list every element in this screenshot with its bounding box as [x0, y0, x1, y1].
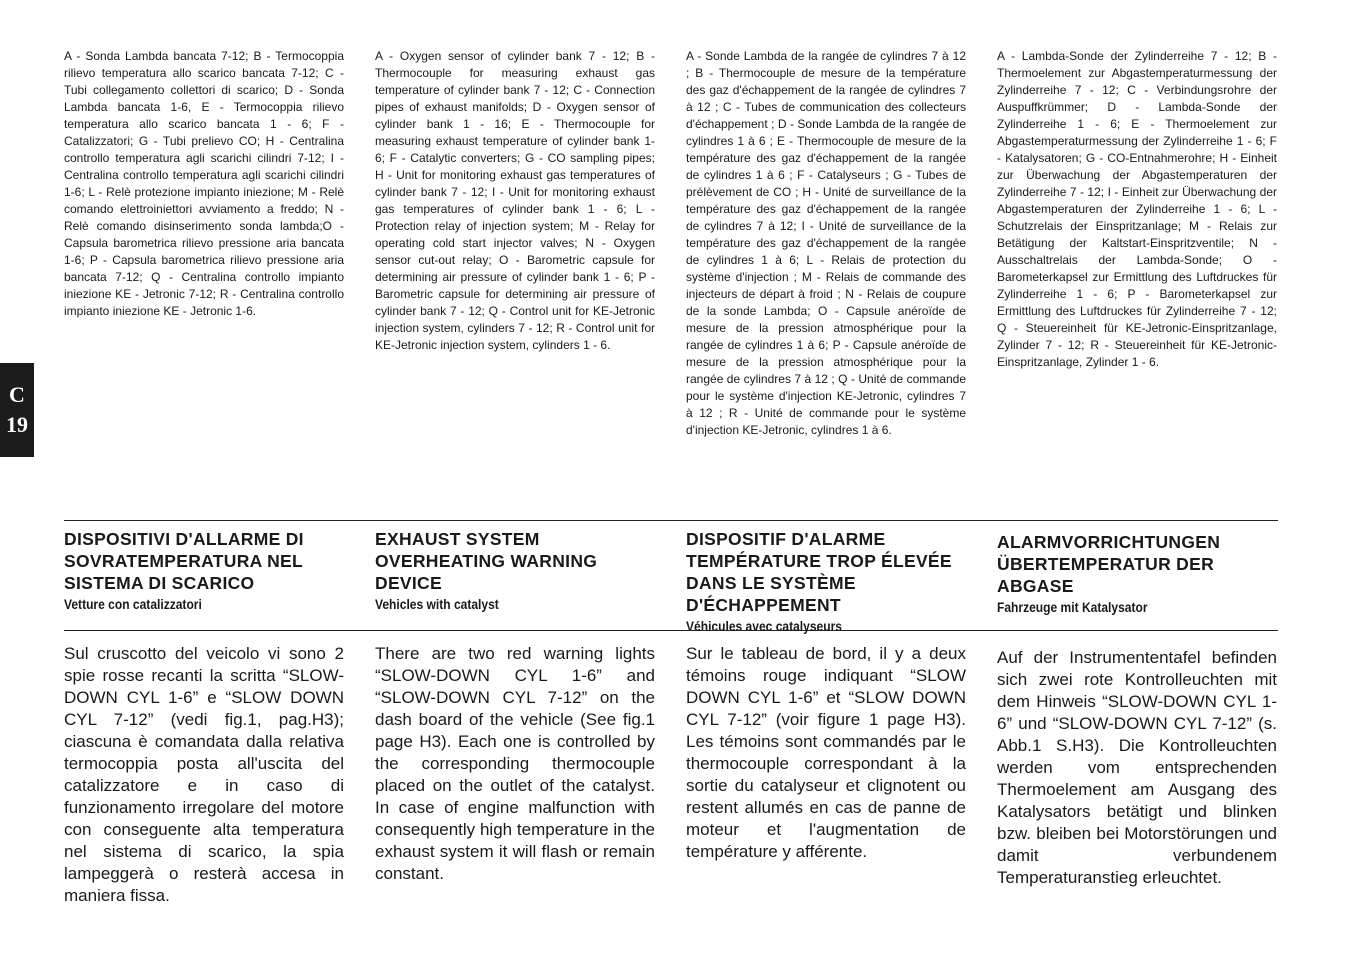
legend-german: A - Lambda-Sonde der Zylinderreihe 7 - 12; B - Thermoelement zur Abgastemperaturmessung der Zylinderreihe 7 - 12; C - Verbindungsrohre der Auspuffkrümmer; D - Lambda-Sonde der Zylinderreihe 1 - 6; E - Thermoelement zur Abgastemperaturmessung der Zylinderreihe 1 - 6; F - Katalysatoren; G - CO-Entnahmerohre; H - Einheit zur Überwachung der Abgastemperaturen der Zylinderreihe 7 - 12; I - Einheit zur Überwachung der Abgastemperaturen der Zylinderreihe 1 - 6; L - Schutzrelais der Einspritzanlage; M - Relais zur Betätigung der Kaltstart-Einspritzventile; N - Ausschaltrelais der Lambda-Sonde; O - Barometerkapsel zur Ermittlung des Luftdruckes für Zylinderreihe 1 - 6; P - Barometerkapsel zur Ermittlung des Luftdruckes für Zylinderreihe 7 - 12; Q - Steuereinheit für KE-Jetronic-Einspritzanlage, Zylinder 7 - 12; R - Steuereinheit für KE-Jetronic-Einspritzanlage, Zylinder 1 - 6.	[997, 49, 1277, 369]
body-german: Auf der Instrumententafel befinden sich zwei rote Kontrolleuchten mit dem Hinweis “SLOW-DOWN CYL 1-6” und “SLOW-DOWN CYL 7-12” (s. Abb.1 S.H3). Die Kontrolleuchten werden vom entsprechenden Thermoelement am Ausgang des Katalysators betätigt und blinken bzw. bleiben bei Motorstörungen und damit verbundenem Temperaturanstieg erleuchtet.	[997, 648, 1277, 887]
heading-subtitle: Fahrzeuge mit Katalysator	[997, 599, 1148, 615]
heading-english	[375, 528, 655, 614]
heading-title: ALARMVORRICHTUNGEN ÜBERTEMPERATUR DER ABGASE	[997, 532, 1221, 596]
heading-german	[997, 531, 1277, 617]
section-tab	[0, 363, 34, 457]
divider-bottom	[64, 630, 1278, 631]
heading-french	[686, 528, 966, 636]
body-italian: Sul cruscotto del veicolo vi sono 2 spie rosse recanti la scritta “SLOW-DOWN CYL 1-6” e “SLOW DOWN CYL 7-12” (vedi fig.1, pag.H3); ciascuna è comandata dalla relativa termocoppia posta all'uscita del catalizzatore e in caso di funzionamento irregolare del motore con conseguente alta temperatura nel sistema di scarico, la spia lampeggerà o resterà accesa in maniera fissa.	[64, 644, 344, 905]
section-number: 19	[6, 412, 28, 437]
heading-subtitle: Vetture con catalizzatori	[64, 596, 202, 612]
legend-english: A - Oxygen sensor of cylinder bank 7 - 12; B - Thermocouple for measuring exhaust gas temperature of cylinder bank 7 - 12; C - Connection pipes of exhaust manifolds; D - Oxygen sensor of cylinder bank 1 - 16; E - Thermocouple for measuring exhaust temperature of cylinder bank 1-6; F - Catalytic converters; G - CO sampling pipes; H - Unit for monitoring exhaust gas temperatures of cylinder bank 7 - 12; I - Unit for monitoring exhaust gas temperatures of cylinder bank 1 - 6; L - Protection relay of injection system; M - Relay for operating cold start injector valves; N - Oxygen sensor cut-out relay; O - Barometric capsule for determining air pressure of cylinder bank 1 - 6; P - Barometric capsule for determining air pressure of cylinder bank 7 - 12; Q - Control unit for KE-Jetronic injection system, cylinders 7 - 12; R - Control unit for KE-Jetronic injection system, cylinders 1 - 6.	[375, 49, 655, 352]
heading-title: DISPOSITIF D'ALARME TEMPÉRATURE TROP ÉLEVÉE DANS LE SYSTÈME D'ÉCHAPPEMENT	[686, 529, 952, 615]
heading-title: DISPOSITIVI D'ALLARME DI SOVRATEMPERATURA NEL SISTEMA DI SCARICO	[64, 529, 304, 593]
legend-italian: A - Sonda Lambda bancata 7-12; B - Termocoppia rilievo temperatura allo scarico bancata 7-12; C - Tubi collegamento collettori di scarico; D - Sonda Lambda bancata 1-6, E - Termocoppia rilievo temperatura allo scarico bancata 1 - 6; F - Catalizzatori; G - Tubi prelievo CO; H - Centralina controllo temperatura agli scarichi cilindri 7-12; I - Centralina controllo temperatura agli scarichi cilindri 1-6; L - Relè protezione impianto iniezione; M - Relè comando elettroiniettori avviamento a freddo; N - Relè comando disinserimento sonda lambda;O - Capsula barometrica rilievo pressione aria bancata 1-6; P - Capsula barometrica rilievo pressione aria bancata 7-12; Q - Centralina controllo impianto iniezione KE - Jetronic 7-12; R - Centralina controllo impianto iniezione KE - Jetronic 1-6.	[64, 49, 344, 318]
body-english: There are two red warning lights “SLOW-DOWN CYL 1-6” and “SLOW-DOWN CYL 7-12” on the dash board of the vehicle (See fig.1 page H3). Each one is controlled by the corresponding thermocouple placed on the outlet of the catalyst. In case of engine malfunction with consequently high temperature in the exhaust system it will flash or remain constant.	[375, 644, 655, 883]
legend-french: A - Sonde Lambda de la rangée de cylindres 7 à 12 ; B - Thermocouple de mesure de la température des gaz d'échappement de la rangée de cylindres 7 à 12 ; C - Tubes de communication des collecteurs d'échappement ; D - Sonde Lambda de la rangée de cylindres 1 à 6 ; E - Thermocouple de mesure de la température des gaz d'échappement de la rangée de cylindres 1 à 6 ; F - Catalyseurs ; G - Tubes de prélèvement de CO ; H - Unité de surveillance de la température des gaz d'échappement de la rangée de cylindres 7 à 12; I - Unité de surveillance de la température des gaz d'échappement de la rangée de cylindres 1 à 6; L - Relais de protection du système d'injection ; M - Relais de commande des injecteurs de départ à froid ; N - Relais de coupure de la sonde Lambda; O - Capsule anéroïde de mesure de la pression atmosphérique pour la rangée de cylindres 1 à 6; P - Capsule anéroïde de mesure de la pression atmosphérique pour la rangée de cylindres 7 à 12 ; Q - Unité de commande pour le système d'injection KE-Jetronic, cylindres 7 à 12 ; R - Unité de commande pour le système d'injection KE-Jetronic, cylindres 1 à 6.	[686, 49, 966, 437]
section-letter: C	[9, 382, 25, 407]
heading-subtitle: Véhicules avec catalyseurs	[686, 618, 842, 634]
heading-subtitle: Vehicles with catalyst	[375, 596, 499, 612]
heading-italian	[64, 528, 344, 614]
divider-top	[64, 520, 1278, 521]
heading-title: EXHAUST SYSTEM OVERHEATING WARNING DEVICE	[375, 529, 598, 593]
body-french: Sur le tableau de bord, il y a deux témoins rouge indiquant “SLOW DOWN CYL 1-6” et “SLOW DOWN CYL 7-12” (voir figure 1 page H3). Les témoins sont commandés par le thermocouple correspondant à la sortie du catalyseur et clignotent ou restent allumés en cas de panne de moteur et l'augmentation de température y afférente.	[686, 644, 966, 861]
